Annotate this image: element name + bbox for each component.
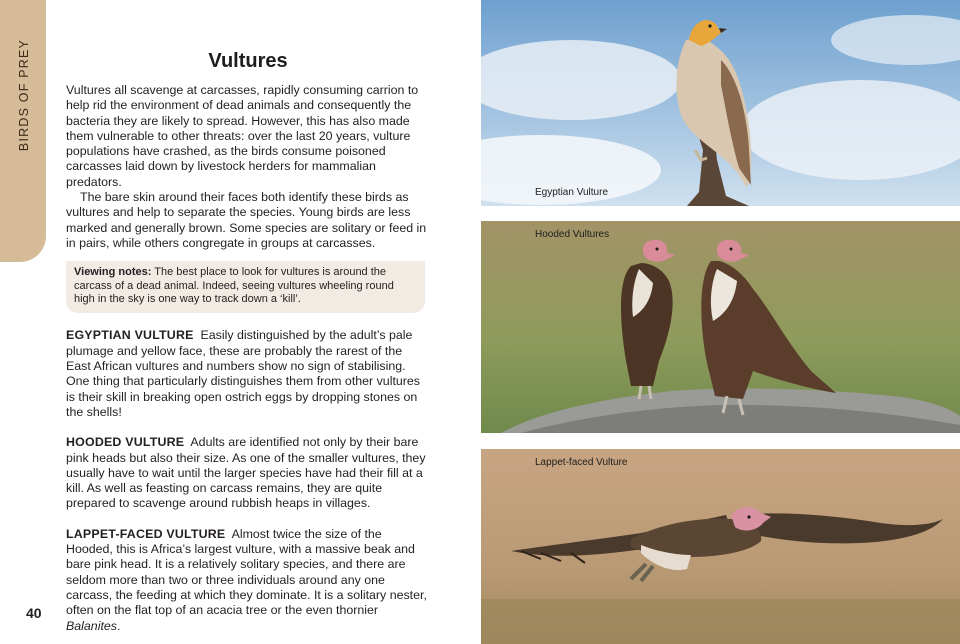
- photo-hooded-vultures: [481, 221, 960, 433]
- egyptian-vulture-image: [481, 0, 960, 206]
- species-name: HOODED VULTURE: [66, 435, 185, 450]
- page-number: 40: [26, 605, 42, 621]
- species-lappet-faced-vulture: [66, 527, 430, 634]
- species-egyptian-vulture: [66, 328, 430, 420]
- species-text: Almost twice the size of the Hooded, this is Africa’s largest vulture, with a massive beak and bare pink head. It is a relatively solitary species, and there are seldom more than two or three individuals around any one carcass, the feeding at which they dominate. It is a solitary nester, often on the flat top of an acacia tree or the even thornier: [66, 526, 427, 618]
- photo-caption: Egyptian Vulture: [535, 187, 609, 198]
- lappet-faced-vulture-image: [481, 449, 960, 644]
- photo-lappet-faced-vulture: [481, 449, 960, 644]
- viewing-notes-box: [66, 261, 425, 313]
- species-text: Adults are identified not only by their bare pink heads but also their size. As one of the smaller vultures, they usually have to wait until the larger species have had their fill at a kill. As well as feasting on carcass remains, they are quite prepared to scavenge around rubbish heaps in villages.: [66, 435, 426, 511]
- species-name: EGYPTIAN VULTURE: [66, 328, 194, 343]
- hooded-vultures-image: [481, 221, 960, 433]
- species-name: LAPPET-FACED VULTURE: [66, 526, 226, 541]
- intro-paragraph-1: Vultures all scavenge at carcasses, rapidly consuming carrion to help rid the environment of dead animals and consequently the bacteria they are likely to spread. However, this has also made them vulnerable to other threats: over the last 20 years, vulture populations have crashed, as the birds consume poisoned carcasses laid down by livestock herders for mammalian predators.: [66, 83, 419, 189]
- viewing-notes-label: Viewing notes:: [74, 266, 152, 279]
- viewing-notes-text: The best place to look for vultures is around the carcass of a dead animal. Indeed, seeing vultures wheeling round high in the sky is one way to track down a ‘kill’.: [74, 266, 394, 306]
- intro-paragraph-2: The bare skin around their faces both identify these birds as vultures and help to separate the species. Young birds are less marked and generally brown. Some species are solitary or feed in in pairs, while others congregate in groups at carcasses.: [66, 190, 427, 250]
- species-hooded-vulture: [66, 435, 430, 511]
- page-title: Vultures: [208, 50, 288, 72]
- section-label: BIRDS OF PREY: [17, 38, 31, 152]
- species-italic: Balanites: [66, 618, 117, 633]
- species-text: Easily distinguished by the adult’s pale plumage and yellow face, these are probably the rarest of the East African vultures and numbers show no sign of stabilising. One thing that particularly distinguishes them from other vultures is their skill in breaking open ostrich eggs by dropping stones on the shells!: [66, 328, 420, 419]
- photo-egyptian-vulture: [481, 0, 960, 206]
- photo-caption: Lappet-faced Vulture: [535, 457, 628, 468]
- photo-caption: Hooded Vultures: [535, 229, 610, 240]
- species-end: .: [116, 618, 121, 633]
- article-column: [66, 50, 430, 634]
